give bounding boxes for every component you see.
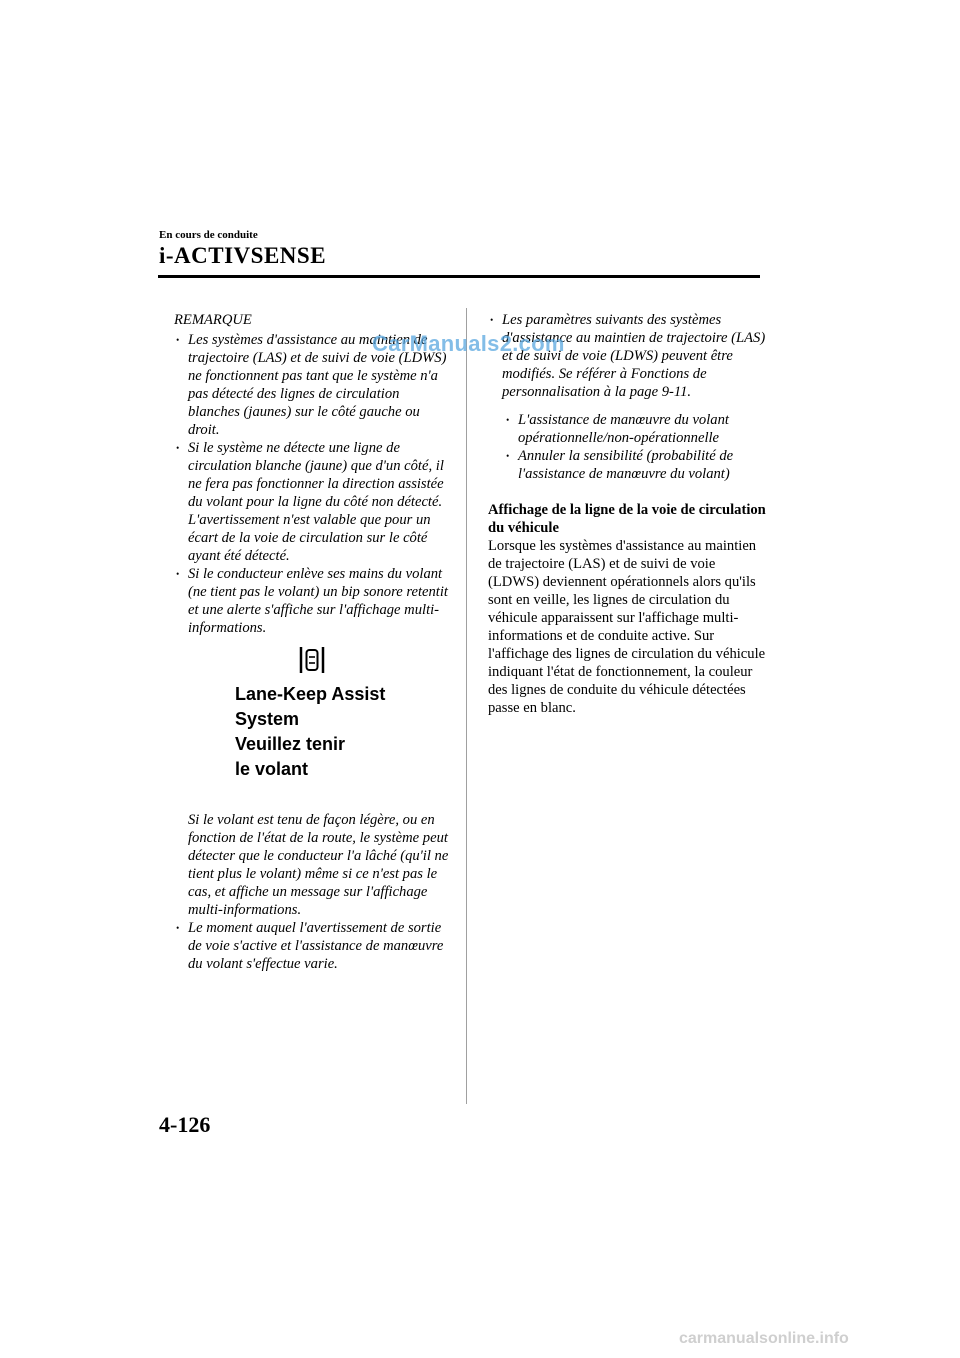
sub-bullet: • L'assistance de manœuvre du volant opérationnelle/non-opérationnelle	[488, 411, 766, 447]
display-line: Veuillez tenir	[235, 734, 346, 754]
left-column	[174, 311, 454, 973]
note-bullet: • Le moment auquel l'avertissement de sortie de voie s'active et l'assistance de manœuvre du volant s'effectue varie.	[174, 919, 454, 973]
display-line: le volant	[235, 759, 309, 779]
multi-info-display-illustration	[174, 637, 454, 811]
note-heading: REMARQUE	[174, 312, 252, 328]
note-bullet: • Si le conducteur enlève ses mains du volant (ne tient pas le volant) un bip sonore retentit et une alerte s'affiche sur l'affichage multi-informations.	[174, 565, 454, 637]
page-number: 4-126	[159, 1112, 211, 1137]
right-column	[488, 311, 766, 717]
note-bullet: • Les paramètres suivants des systèmes d'assistance au maintien de trajectoire (LAS) et de suivi de voie (LDWS) peuvent être modifiés. Se référer à Fonctions de personnalisation à la page 9-11.	[488, 311, 766, 401]
subsection-heading: Affichage de la ligne de la voie de circulation du véhicule	[488, 502, 766, 536]
header-rule	[158, 275, 760, 278]
column-divider	[466, 308, 467, 1104]
note-bullet: • Les systèmes d'assistance au maintien de trajectoire (LAS) et de suivi de voie (LDWS) ne fonctionnent pas tant que le système n'a pas détecté des lignes de circulation blanches (jaunes) sur le côté gauche ou droit.	[174, 331, 454, 439]
body-paragraph: Lorsque les systèmes d'assistance au maintien de trajectoire (LAS) et de suivi de voie (LDWS) deviennent opérationnels alors qu'ils sont en veille, les lignes de circulation du véhicule apparaissent sur l'affichage multi-informations et de conduite active. Sur l'affichage des lignes de circulation du véhicule indiquant l'état de fonctionnement, la couleur des lignes de conduite du véhicule détectées passe en blanc.	[488, 538, 766, 716]
section-label: En cours de conduite	[159, 229, 258, 241]
section-title: i-ACTIVSENSE	[159, 243, 327, 268]
watermark: carmanualsonline.info	[679, 1330, 849, 1347]
watermark: CarManuals2.com	[372, 331, 565, 356]
note-bullet: • Si le système ne détecte une ligne de circulation blanche (jaune) que d'un côté, il ne fera pas fonctionner la direction assistée du volant pour la ligne du côté non détecté. L'avertissement n'est valable que pour un écart de la voie de circulation sur le côté ayant été détecté.	[174, 439, 454, 565]
display-line: System	[235, 709, 300, 729]
display-line: Lane-Keep Assist	[235, 684, 386, 704]
sub-bullet: • Annuler la sensibilité (probabilité de l'assistance de manœuvre du volant)	[488, 447, 766, 483]
note-paragraph: Si le volant est tenu de façon légère, ou en fonction de l'état de la route, le système peut détecter que le conducteur l'a lâché (qu'il ne tient plus le volant) même si ce n'est pas le cas, et affiche un message sur l'affichage multi-informations.	[188, 812, 449, 918]
lane-keep-assist-icon	[298, 645, 326, 675]
